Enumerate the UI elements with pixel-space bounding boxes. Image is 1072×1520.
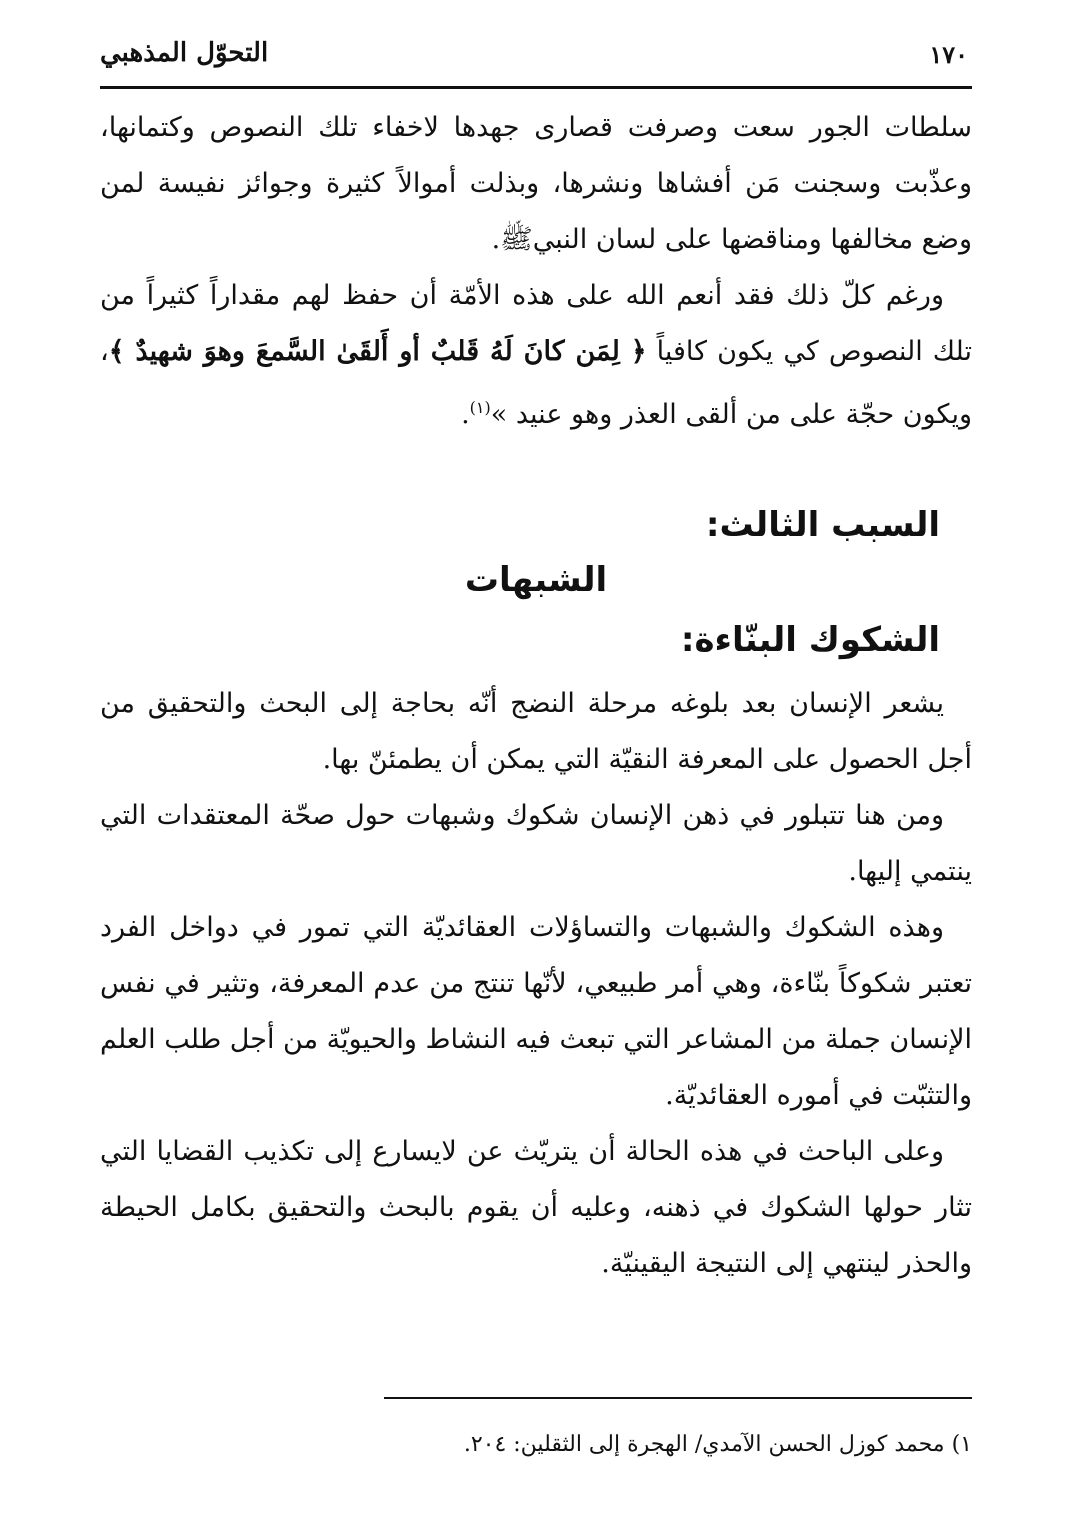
header-rule [100, 86, 972, 89]
paragraph-text: ، ويكون حجّة على من ألقى العذر وهو عنيد » [100, 336, 972, 430]
section-heading-third-reason: السبب الثالث: [705, 505, 940, 545]
footnote-reference[interactable]: (١) [469, 398, 491, 417]
paragraph-period: . [461, 399, 470, 430]
page-header [100, 34, 972, 84]
paragraph-doubts-form: ومن هنا تتبلور في ذهن الإنسان شكوك وشبهات حول صحّة المعتقدات التي ينتمي إليها. [100, 800, 972, 887]
paragraph-preserved-texts [100, 268, 972, 443]
footnote-rule [384, 1397, 972, 1399]
paragraph-constructive-doubts: وهذه الشكوك والشبهات والتساؤلات العقائديّة التي تمور في دواخل الفرد تعتبر شكوكاً بنّاءة، وهي أمر طبيعي، لأنّها تنتج من عدم المعرفة، وتثير في نفس الإنسان جملة من المشاعر التي تبعث فيه النشاط والحيويّة من أجل طلب العلم والتثبّت في أموره العقائديّة. [100, 912, 972, 1111]
paragraph-tyrant-authorities: سلطات الجور سعت وصرفت قصارى جهدها لاخفاء تلك النصوص وكتمانها، وعذّبت وسجنت مَن أفشاها ونشرها، وبذلت أموالاً كثيرة وجوائز نفيسة لمن وضع مخالفها ومناقضها على لسان النبيﷺ. [100, 112, 972, 255]
section-title-doubts: الشبهات [464, 560, 608, 600]
paragraph-researcher: وعلى الباحث في هذه الحالة أن يتريّث عن لايسارع إلى تكذيب القضايا التي تثار حولها الشكوك في ذهنه، وعليه أن يقوم بالبحث والتحقيق بكامل الحيطة والحذر لينتهي إلى النتيجة اليقينيّة. [100, 1136, 972, 1279]
running-title: التحوّل المذهبي [100, 38, 269, 68]
bottom-text-block [100, 676, 972, 1292]
paragraph-text: ورغم كلّ ذلك فقد أنعم الله على هذه الأمّة أن حفظ لهم مقداراً كثيراً من تلك النصوص كي يكون كافياً [100, 280, 972, 367]
footnote: ١) محمد كوزل الحسن الآمدي/ الهجرة إلى الثقلين: ٢٠٤. [463, 1432, 972, 1457]
subheading-constructive-doubts: الشكوك البنّاءة: [680, 620, 940, 660]
top-text-block [100, 100, 972, 443]
quran-quote: ﴿ لِمَن كانَ لَهُ قَلبٌ أو أَلقَىٰ السَّمعَ وهوَ شهيدٌ ﴾ [108, 336, 647, 367]
paragraph-maturity: يشعر الإنسان بعد بلوغه مرحلة النضج أنّه بحاجة إلى البحث والتحقيق من أجل الحصول على المعرفة النقيّة التي يمكن أن يطمئنّ بها. [100, 688, 972, 775]
page-number: ١٧٠ [929, 40, 968, 69]
